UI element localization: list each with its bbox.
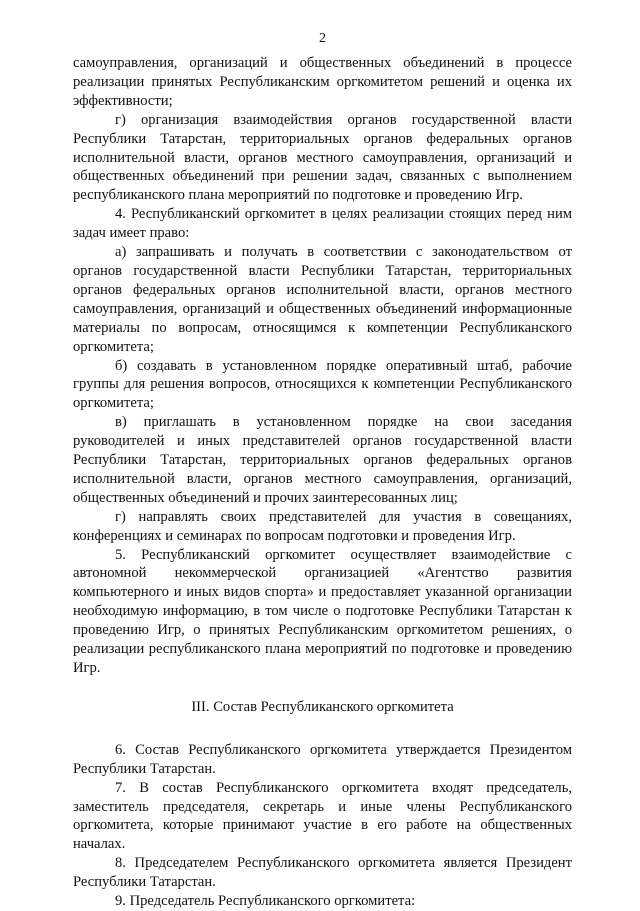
paragraph: 9. Председатель Республиканского оргкомитета:: [115, 893, 416, 910]
section-heading: III. Состав Республиканского оргкомитета: [191, 698, 454, 715]
paragraph: в) приглашать в установленном порядке на свои заседания руководителей и иных представителей органов государственной власти Республики Татарстан, территориальных органов федеральных органов исполнительной власти, органов местного самоуправления, организаций, общественных объединений и прочих заинтересованных лиц;: [73, 414, 572, 506]
page-number: 2: [319, 31, 326, 46]
paragraph: 4. Республиканский оргкомитет в целях реализации стоящих перед ним задач имеет право:: [73, 206, 572, 242]
paragraphs-after: [73, 741, 572, 911]
paragraph: 8. Председателем Республиканского оргкомитета является Президент Республики Татарстан.: [73, 855, 572, 891]
paragraph: г) направлять своих представителей для участия в совещаниях, конференциях и семинарах по вопросам подготовки и проведения Игр.: [73, 508, 572, 544]
paragraph: 7. В состав Республиканского оргкомитета входят председатель, заместитель председателя, секретарь и иные члены Республиканского оргкомитета, которые принимают участие в его работе на общественных началах.: [73, 779, 572, 853]
paragraph: 6. Состав Республиканского оргкомитета утверждается Президентом Республики Татарстан.: [73, 741, 572, 777]
paragraph: а) запрашивать и получать в соответствии с законодательством от органов государственной власти Республики Татарстан, территориальных органов федеральных органов исполнительной власти, органов местного самоуправления, организаций и общественных объединений информационные материалы по вопросам, относящимся к компетенции Республиканского оргкомитета;: [73, 244, 572, 355]
paragraphs-before: [73, 54, 572, 678]
paragraph: 5. Республиканский оргкомитет осуществляет взаимодействие с автономной некоммерческой организацией «Агентство развития компьютерного и иных видов спорта» и предоставляет указанной организации необходимую информацию, в том числе о подготовке Республики Татарстан к проведению Игр, о принятых Республиканским оргкомитетом решениях, о реализации республиканского плана мероприятий по подготовке и проведению Игр.: [73, 546, 572, 676]
paragraph: самоуправления, организаций и общественных объединений в процессе реализации принятых Республиканским оргкомитетом решений и оценка их эффективности;: [73, 55, 572, 109]
paragraph: г) организация взаимодействия органов государственной власти Республики Татарстан, территориальных органов федеральных органов исполнительной власти, органов местного самоуправления, организаций и общественных объединений при решении задач, связанных с выполнением республиканского плана мероприятий по подготовке и проведению Игр.: [73, 111, 572, 204]
paragraph: б) создавать в установленном порядке оперативный штаб, рабочие группы для решения вопросов, относящихся к компетенции Республиканского оргкомитета;: [73, 357, 572, 412]
